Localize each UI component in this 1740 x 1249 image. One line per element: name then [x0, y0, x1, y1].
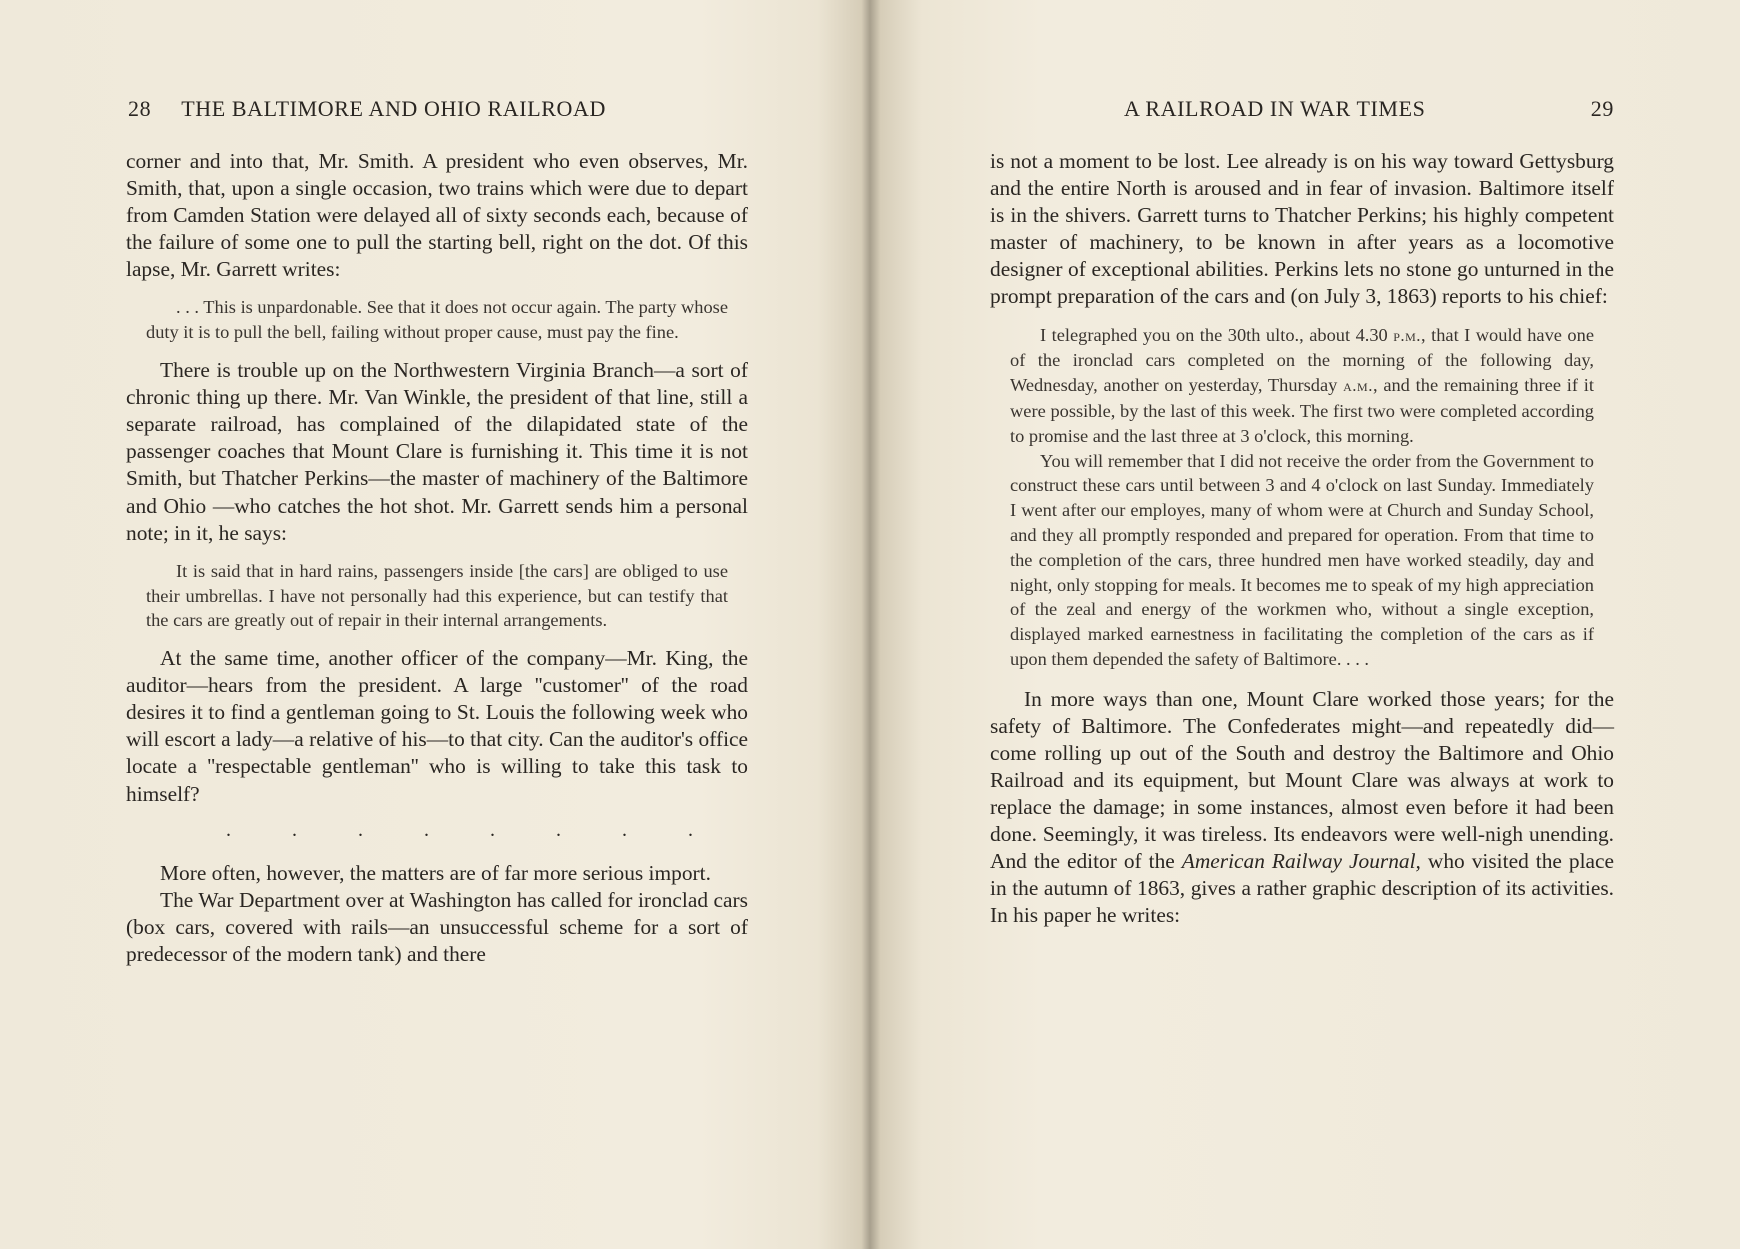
- right-page: [872, 0, 1740, 1249]
- block-quote: [146, 559, 728, 633]
- paragraph: is not a moment to be lost. Lee already is on his way toward Gettysburg and the entire North is aroused and in fear of invasion. Baltimore itself is in the shivers. Garrett turns to Thatcher Perkins; his highly competent master of machinery, to be known in after years as a locomotive designer of exceptional abilities. Perkins lets no stone go unturned in the prompt preparation of the cars and (on July 3, 1863) reports to his chief:: [990, 149, 1614, 309]
- running-head-title: THE BALTIMORE AND OHIO RAILROAD: [181, 96, 606, 121]
- running-head-title: A RAILROAD IN WAR TIMES: [1124, 96, 1426, 121]
- paragraph: corner and into that, Mr. Smith. A president who even observes, Mr. Smith, that, upon a single occasion, two trains which were due to depart from Camden Station were delayed all of sixty seconds each, because of the failure of some one to pull the starting bell, right on the dot. Of this lapse, Mr. Garrett writes:: [126, 149, 748, 282]
- quote-text: , that I would have one of the ironclad cars completed on the morning of the following day, Wednesday, another on yesterday, Thursday: [1010, 324, 1594, 396]
- paragraph-text: In more ways than one, Mount Clare worked those years; for the safety of Baltimore. The Confederates might—and repeatedly did—come rolling up out of the South and destroy the Baltimore and Ohio Railroad and its equipment, but Mount Clare was always at work to replace the damage; in some instances, almost even before it had been done. Seemingly, it was tireless. Its endeavors were well-nigh unending. And the editor of the: [990, 686, 1614, 874]
- paragraph: The War Department over at Washington has called for ironclad cars (box cars, covered with rails—an unsuccessful scheme for a sort of predecessor of the modern tank) and there: [126, 887, 748, 966]
- page-number: 28: [128, 96, 152, 121]
- paragraph: There is trouble up on the Northwestern Virginia Branch—a sort of chronic thing up there. Mr. Van Winkle, the president of that line, still a separate railroad, has complained of the dilapidated state of the passenger coaches that Mount Clare is furnishing it. This time it is not Smith, but Thatcher Perkins—the master of machinery of the Baltimore and Ohio —who catches the hot shot. Mr. Garrett sends him a personal note; in it, he says:: [126, 358, 748, 545]
- right-page-text: [990, 148, 1614, 930]
- section-ellipsis: . . . . . . . .: [226, 818, 721, 841]
- quote-paragraph: . . . This is unpardonable. See that it does not occur again. The party whose duty it is to pull the bell, failing without proper cause, must pay the fine.: [146, 297, 728, 343]
- paragraph-text: who visited the place in the autumn of 1863, gives a rather graphic description of its activities. In his paper he writes:: [990, 849, 1614, 928]
- left-running-head: [128, 96, 748, 122]
- paragraph: [990, 686, 1614, 930]
- time-am: a.m.: [1343, 376, 1373, 396]
- block-quote: [1010, 323, 1594, 672]
- journal-title: American Railway Journal,: [1181, 849, 1421, 874]
- left-page-text: [126, 148, 748, 968]
- quote-paragraph: It is said that in hard rains, passengers inside [the cars] are obliged to use their umbrellas. I have not personally had this experience, but can testify that the cars are greatly out of repair in their internal arrangements.: [146, 560, 728, 631]
- time-pm: p.m.: [1393, 325, 1422, 345]
- quote-text: I telegraphed you on the 30th ulto., about 4.30: [1040, 324, 1394, 345]
- block-quote: [146, 295, 728, 345]
- left-page: [0, 0, 868, 1249]
- paragraph: At the same time, another officer of the company—Mr. King, the auditor—hears from the president. A large ''customer'' of the road desires it to find a gentleman going to St. Louis the following week who will escort a lady—a relative of his—to that city. Can the auditor's office locate a ''respectable gentleman'' who is willing to take this task to himself?: [126, 646, 748, 806]
- right-running-head: [990, 96, 1614, 122]
- quote-paragraph: [1010, 323, 1594, 449]
- paragraph: More often, however, the matters are of far more serious import.: [160, 860, 711, 885]
- quote-text: , and the remaining three if it were possible, by the last of this week. The first two were completed according to promise and the last three at 3 o'clock, this morning.: [1010, 375, 1594, 446]
- quote-paragraph: You will remember that I did not receive the order from the Government to construct these cars until between 3 and 4 o'clock on last Sunday. Immediately I went after our employes, many of whom were at Church and Sunday School, and they all promptly responded and prepared for operation. From that time to the completion of the cars, three hundred men have worked steadily, day and night, only stopping for meals. It becomes me to speak of my high appreciation of the zeal and energy of the workmen who, without a single exception, displayed marked earnestness in facilitating the completion of the cars as if upon them depended the safety of Baltimore. . . .: [1010, 450, 1594, 669]
- page-number: 29: [1590, 96, 1614, 121]
